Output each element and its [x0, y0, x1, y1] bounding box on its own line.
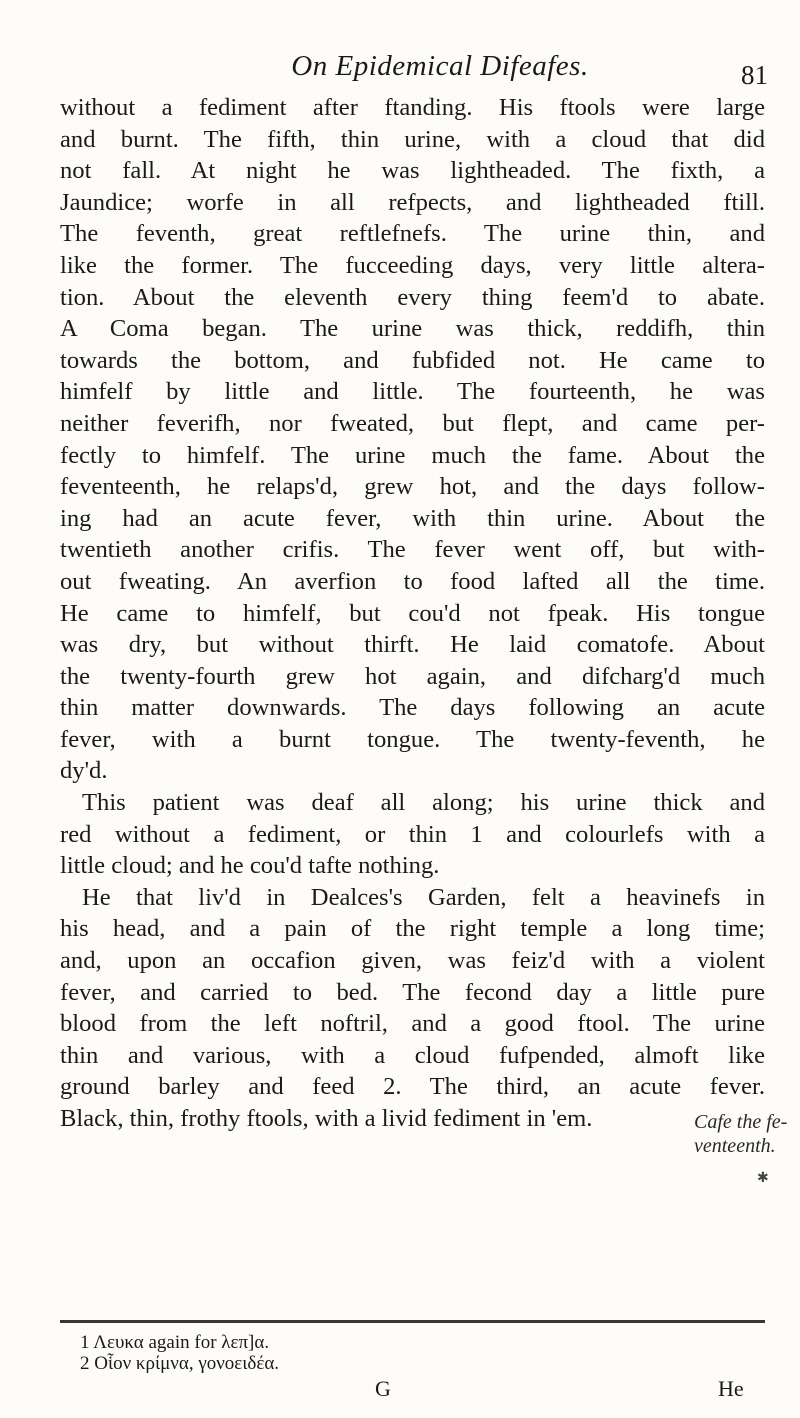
text-line: and, upon an occafion given, was feiz'd with a violent — [60, 947, 765, 975]
margin-note-line: Cafe the fe- — [694, 1111, 788, 1133]
text-line: red without a fediment, or thin 1 and colourlefs with a — [60, 820, 765, 848]
signature-mark: G — [375, 1376, 391, 1401]
text-line: himfelf by little and little. The fourteenth, he was — [60, 378, 765, 406]
text-line: towards the bottom, and fubfided not. He came to — [60, 346, 765, 374]
text-line: He came to himfelf, but cou'd not fpeak. His tongue — [60, 599, 765, 627]
text-line: not fall. At night he was lightheaded. The fixth, a — [60, 157, 765, 185]
text-line: fever, with a burnt tongue. The twenty-feventh, he — [60, 725, 765, 753]
text-line: was dry, but without thirft. He laid comatofe. About — [60, 631, 765, 659]
text-line: ing had an acute fever, with thin urine. About the — [60, 504, 765, 532]
text-line: neither feverifh, nor fweated, but flept, and came per- — [60, 409, 765, 437]
text-line: thin matter downwards. The days following an acute — [60, 694, 765, 722]
text-line: A Coma began. The urine was thick, reddifh, thin — [60, 315, 765, 343]
footnotes — [80, 1332, 760, 1374]
text-line: ground barley and feed 2. The third, an acute fever. — [60, 1073, 765, 1101]
text-line: Black, thin, frothy ftools, with a livid fediment in 'em. — [60, 1105, 593, 1132]
text-line: out fweating. An averfion to food lafted all the time. — [60, 567, 765, 595]
page-number: 81 — [741, 60, 768, 90]
text-line: thin and various, with a cloud fufpended, almoft like — [60, 1041, 765, 1069]
text-line: tion. About the eleventh every thing feem'd to abate. — [60, 283, 765, 311]
asterisk-mark: ✱ — [757, 1170, 769, 1186]
footnote: 1 Λευκα again for λεπ]α. — [80, 1332, 270, 1353]
text-line: This patient was deaf all along; his urine thick and — [82, 789, 765, 817]
text-line: Jaundice; worfe in all refpects, and lightheaded ftill. — [60, 188, 765, 216]
text-line: the twenty-fourth grew hot again, and difcharg'd much — [60, 662, 765, 690]
text-line: without a fediment after ftanding. His ftools were large — [60, 94, 765, 121]
margin-note-line: venteenth. — [694, 1135, 776, 1157]
text-line: twentieth another crifis. The fever went off, but with- — [60, 536, 765, 564]
text-line: He that liv'd in Dealces's Garden, felt a heavinefs in — [82, 883, 765, 911]
text-line: his head, and a pain of the right temple a long time; — [60, 915, 765, 943]
text-line: The feventh, great reftlefnefs. The urine thin, and — [60, 220, 765, 248]
catchword: He — [718, 1376, 744, 1401]
text-line: feventeenth, he relaps'd, grew hot, and the days follow- — [60, 473, 765, 501]
text-line: little cloud; and he cou'd tafte nothing. — [60, 852, 440, 880]
text-line: fectly to himfelf. The urine much the fame. About the — [60, 441, 765, 469]
margin-note — [694, 1110, 799, 1158]
text-line: dy'd. — [60, 757, 108, 785]
footnote-rule — [60, 1320, 765, 1323]
body-text — [60, 92, 765, 1135]
footnote: 2 Οἷον κρίμνα, γονοειδέα. — [80, 1353, 280, 1374]
text-line: blood from the left noftril, and a good ftool. The urine — [60, 1010, 765, 1038]
text-line: and burnt. The fifth, thin urine, with a cloud that did — [60, 125, 765, 153]
text-line: fever, and carried to bed. The fecond day a little pure — [60, 978, 765, 1006]
running-head: On Epidemical Difeafes. — [291, 50, 589, 82]
text-line: like the former. The fucceeding days, very little altera- — [60, 251, 765, 279]
